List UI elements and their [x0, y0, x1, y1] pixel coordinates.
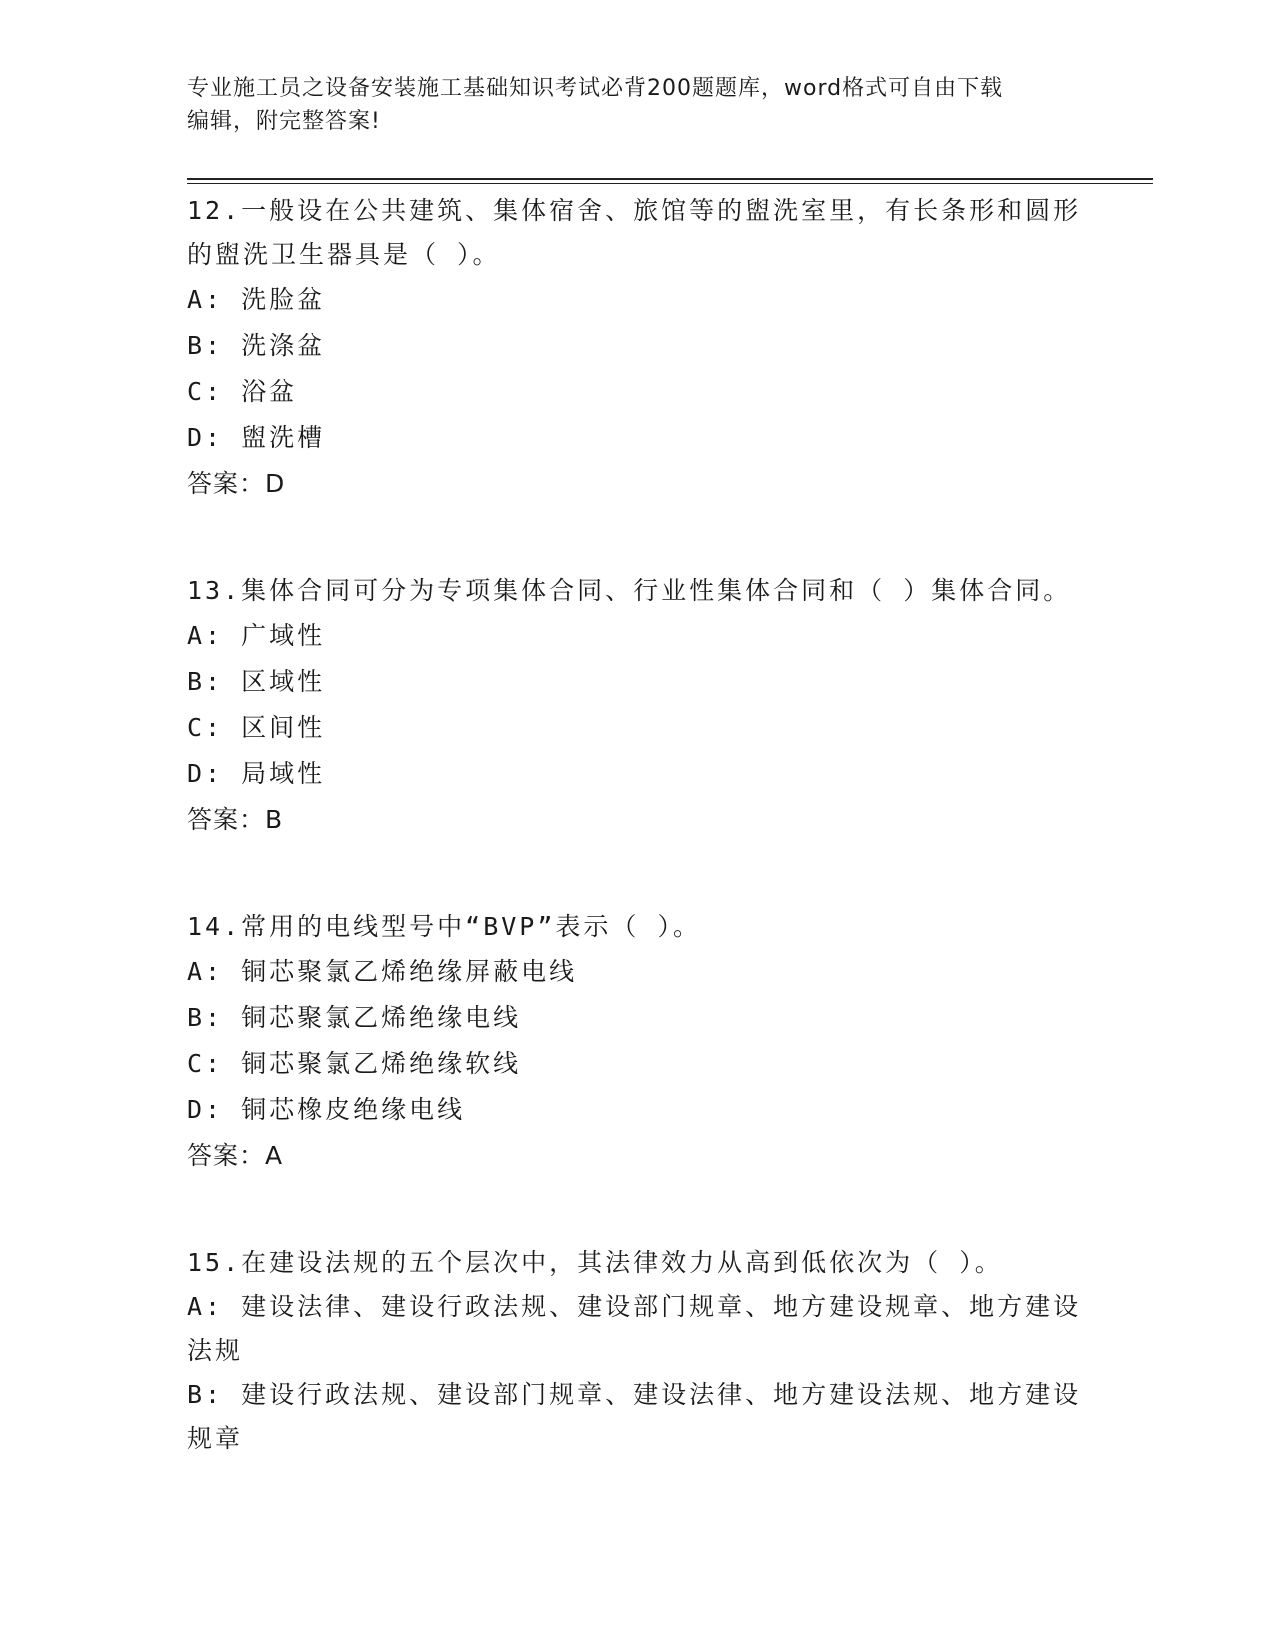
- header-divider: [187, 178, 1153, 180]
- header-title-line-2: 编辑，附完整答案!: [187, 109, 381, 134]
- question-stem: 12.一般设在公共建筑、集体宿舍、旅馆等的盥洗室里，有长条形和圆形的盥洗卫生器具是（ ）。: [187, 196, 1082, 269]
- option-d: D: 局域性: [187, 759, 326, 788]
- question-list: [187, 189, 1087, 1523]
- option-a: A: 广域性: [187, 621, 326, 650]
- option-b: B: 洗涤盆: [187, 331, 326, 360]
- question-stem: 15.在建设法规的五个层次中，其法律效力从高到低依次为（ ）。: [187, 1248, 1003, 1277]
- answer: 答案：A: [187, 1141, 284, 1170]
- header-title-line-1: 专业施工员之设备安装施工基础知识考试必背200题题库，word格式可自由下载: [187, 76, 1004, 101]
- option-a: A: 建设法律、建设行政法规、建设部门规章、地方建设规章、地方建设法规: [187, 1292, 1082, 1365]
- option-a: A: 洗脸盆: [187, 285, 326, 314]
- question-15: [187, 1241, 1087, 1461]
- option-b: B: 建设行政法规、建设部门规章、建设法律、地方建设法规、地方建设规章: [187, 1380, 1082, 1453]
- option-c: C: 浴盆: [187, 377, 298, 406]
- document-header: [187, 72, 1067, 138]
- option-b: B: 铜芯聚氯乙烯绝缘电线: [187, 1003, 522, 1032]
- header-divider-thin: [187, 183, 1153, 184]
- option-a: A: 铜芯聚氯乙烯绝缘屏蔽电线: [187, 957, 578, 986]
- question-stem: 13.集体合同可分为专项集体合同、行业性集体合同和（ ）集体合同。: [187, 576, 1072, 605]
- question-12: [187, 189, 1087, 507]
- question-13: [187, 569, 1087, 843]
- option-b: B: 区域性: [187, 667, 326, 696]
- option-d: D: 盥洗槽: [187, 423, 326, 452]
- question-14: [187, 905, 1087, 1179]
- answer: 答案：B: [187, 805, 284, 834]
- option-c: C: 区间性: [187, 713, 326, 742]
- option-c: C: 铜芯聚氯乙烯绝缘软线: [187, 1049, 522, 1078]
- answer: 答案：D: [187, 469, 286, 498]
- question-stem: 14.常用的电线型号中“BVP”表示（ ）。: [187, 912, 701, 941]
- option-d: D: 铜芯橡皮绝缘电线: [187, 1095, 466, 1124]
